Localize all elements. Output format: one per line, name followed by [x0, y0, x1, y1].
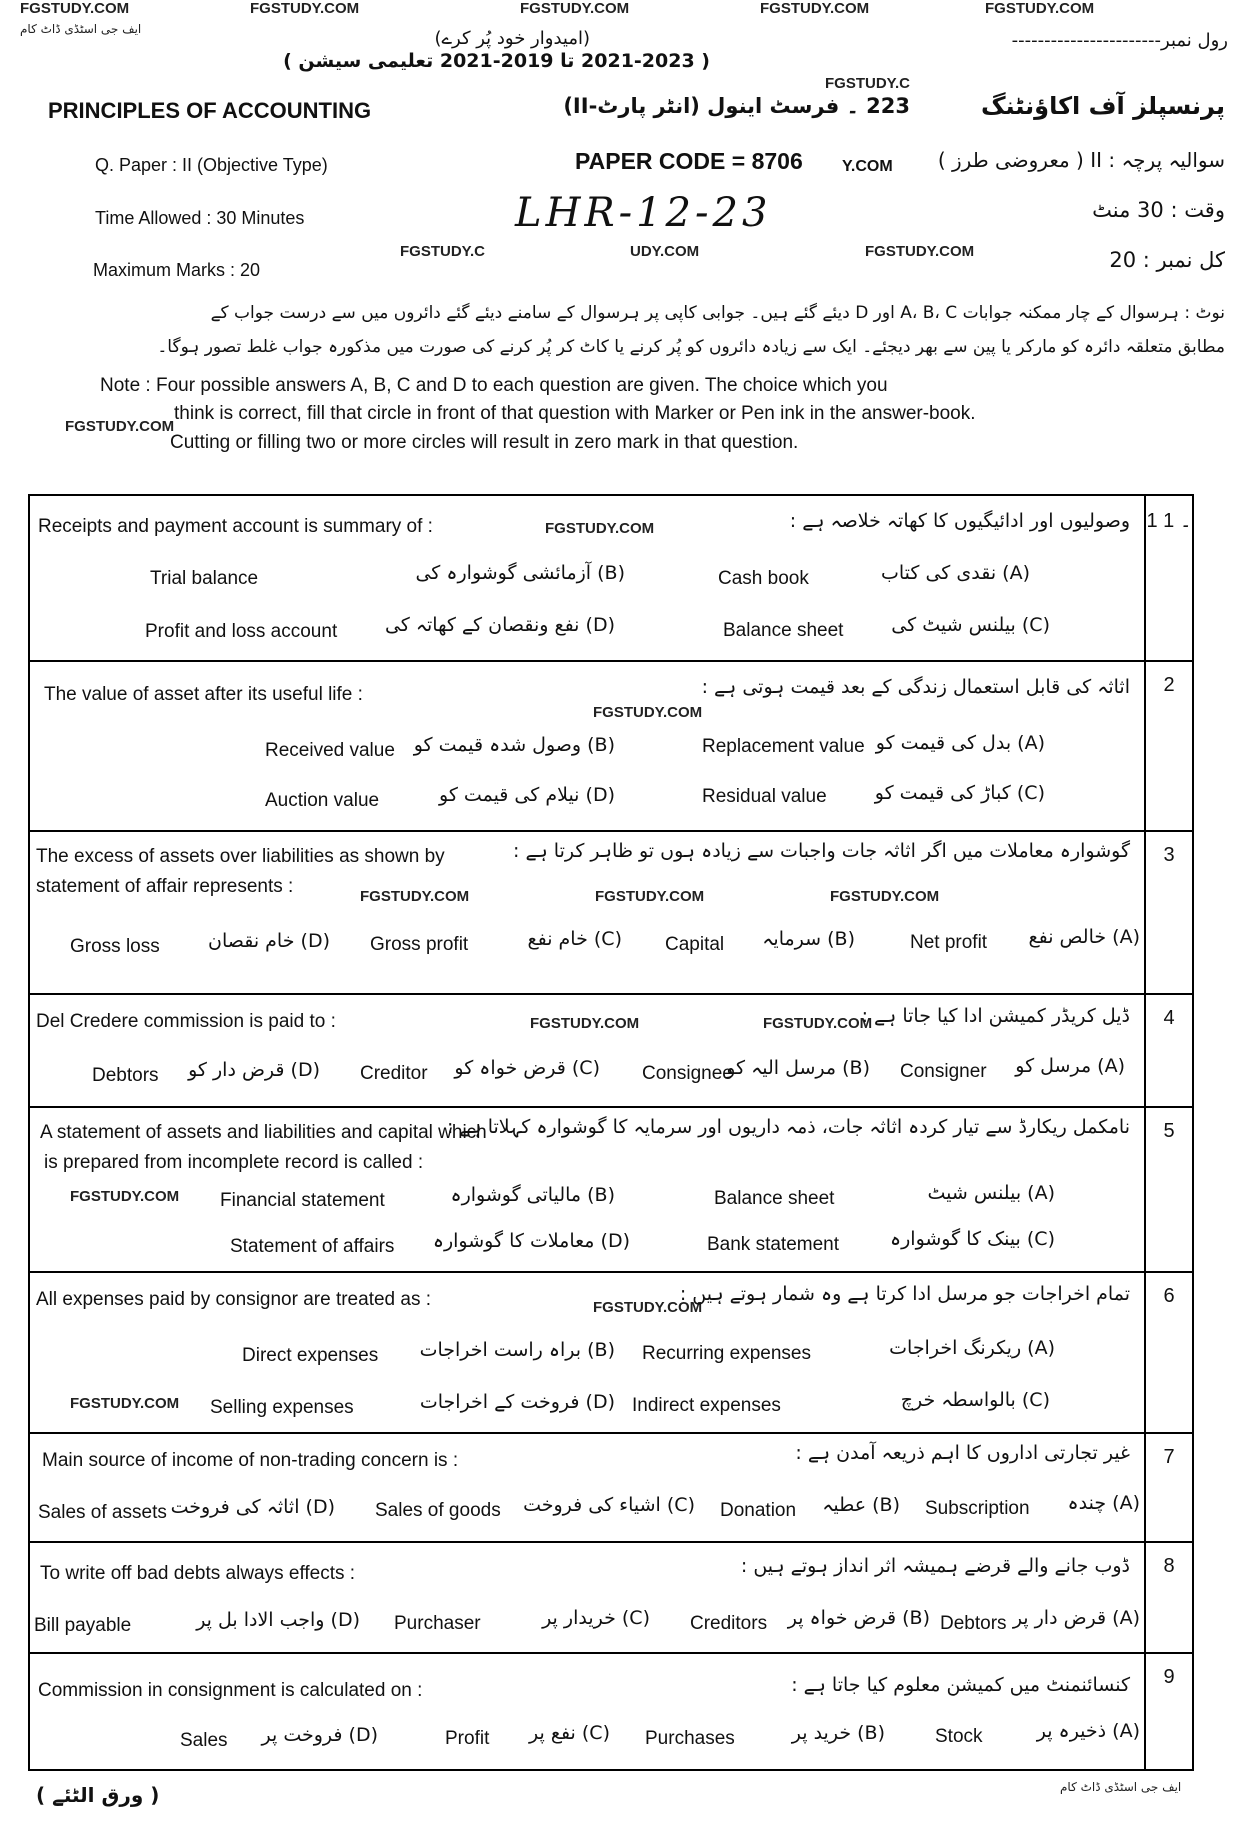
option-a-en: Balance sheet: [714, 1188, 835, 1209]
question-1: [28, 494, 1194, 662]
option-d-ur: (D) واجب الادا بل پر: [196, 1609, 360, 1631]
paper-code: PAPER CODE = 8706: [575, 148, 803, 174]
watermark-top-4: FGSTUDY.COM: [760, 0, 870, 17]
option-a-ur: (A) بدل کی قیمت کو: [875, 732, 1045, 754]
option-d-ur: (D) فروخت پر: [261, 1724, 378, 1746]
option-b-ur: (B) خرید پر: [791, 1722, 885, 1744]
watermark-hdr-3: UDY.COM: [630, 243, 700, 260]
candidate-note: (امیدوار خود پُر کرے): [434, 28, 590, 49]
option-c-en: Bank statement: [707, 1234, 840, 1255]
question-text-en: Del Credere commission is paid to :: [36, 1011, 336, 1032]
option-c-ur: (C) بالواسطہ خرچ: [900, 1389, 1050, 1411]
option-c-en: Indirect expenses: [632, 1395, 781, 1416]
watermark-urdu-footer: ایف جی اسٹڈی ڈاٹ کام: [1060, 1780, 1182, 1794]
question-9: [28, 1652, 1194, 1771]
option-a-ur: (A) ریکرنگ اخراجات: [889, 1337, 1055, 1359]
watermark: FGSTUDY.COM: [530, 1015, 640, 1032]
watermark-note: FGSTUDY.COM: [65, 418, 175, 435]
question-4: [28, 993, 1194, 1108]
watermark: FGSTUDY.COM: [595, 888, 705, 905]
question-number: 8: [1144, 1543, 1192, 1654]
option-a-ur: (A) ذخیرہ پر: [1036, 1720, 1140, 1742]
watermark: FGSTUDY.COM: [593, 1299, 703, 1316]
option-b-ur: (B) آزمائشی گوشوارہ کی: [415, 562, 625, 584]
option-d-en: Auction value: [265, 790, 380, 811]
option-a-ur: (A) خالص نفع: [1028, 926, 1140, 948]
time-allowed-en: Time Allowed : 30 Minutes: [95, 208, 305, 228]
question-6: [28, 1271, 1194, 1434]
note-en-line3: Cutting or filling two or more circles will result in zero mark in that question.: [170, 432, 799, 453]
watermark-hdr-1: FGSTUDY.C: [825, 75, 911, 92]
subject-title-en: PRINCIPLES OF ACCOUNTING: [48, 98, 372, 123]
question-2: [28, 660, 1194, 832]
watermark-ycom: Y.COM: [842, 158, 893, 175]
option-c-en: Balance sheet: [723, 620, 844, 641]
option-d-en: Sales of assets: [38, 1502, 167, 1523]
option-a-ur: (A) بیلنس شیٹ: [927, 1182, 1055, 1204]
option-a-en-capital: Capital: [665, 934, 725, 955]
question-number: 1 ۔ 1: [1144, 496, 1192, 662]
question-number: 6: [1144, 1273, 1192, 1434]
question-7: [28, 1432, 1194, 1543]
question-3: [28, 830, 1194, 995]
time-allowed-urdu: وقت : 30 منٹ: [1092, 198, 1225, 222]
option-b-ur: (B) وصول شدہ قیمت کو: [413, 734, 615, 756]
qpaper-label-urdu: سوالیہ پرچہ : II ( معروضی طرز ): [937, 148, 1225, 172]
watermark: FGSTUDY.COM: [545, 520, 655, 537]
watermark-top-3: FGSTUDY.COM: [520, 0, 630, 17]
question-text-urdu: کنسائنمنٹ میں کمیشن معلوم کیا جاتا ہے :: [791, 1674, 1130, 1696]
option-b-ur: (B) مرسل الیہ کو: [726, 1057, 870, 1079]
option-a-ur: (A) نقدی کی کتاب: [880, 562, 1030, 584]
option-b-en: Creditors: [690, 1613, 768, 1634]
question-text-en: All expenses paid by consignor are treated as :: [36, 1289, 432, 1310]
exam-title-urdu: 223 ۔ فرسٹ اینول (انٹر پارٹ-II): [563, 94, 910, 118]
subject-title-urdu: پرنسپلز آف اکاؤنٹنگ: [980, 92, 1225, 120]
watermark-top-2: FGSTUDY.COM: [250, 0, 360, 17]
option-a-en: Net profit: [910, 932, 988, 953]
option-b-en: Trial balance: [150, 568, 259, 589]
watermark: FGSTUDY.COM: [830, 888, 940, 905]
option-d-en: Statement of affairs: [230, 1236, 395, 1257]
watermark-top-5: FGSTUDY.COM: [985, 0, 1095, 17]
question-text-en: To write off bad debts always effects :: [40, 1563, 356, 1584]
note-en-line1: Note : Four possible answers A, B, C and D to each question are given. The choice which you: [100, 375, 888, 396]
option-a-ur: (A) مرسل کو: [1015, 1055, 1125, 1077]
question-text-en-line2: statement of affair represents :: [36, 876, 294, 897]
option-d-ur: (D) خام نقصان: [208, 930, 330, 952]
option-d-en: Selling expenses: [210, 1397, 354, 1418]
option-d-en: Sales: [180, 1730, 228, 1751]
question-number: 4: [1144, 995, 1192, 1108]
max-marks-en: Maximum Marks : 20: [93, 260, 261, 280]
session-range: ( 2021-2023 تا 2019-2021 تعلیمی سیشن ): [283, 50, 710, 72]
watermark: FGSTUDY.COM: [360, 888, 470, 905]
option-d-en: Gross loss: [70, 936, 160, 957]
question-8: [28, 1541, 1194, 1654]
question-text-en: A statement of assets and liabilities and capital which: [40, 1122, 487, 1143]
question-text-urdu: غیر تجارتی اداروں کا اہم ذریعہ آمدن ہے :: [795, 1442, 1130, 1464]
option-c-ur: (C) نفع پر: [529, 1722, 610, 1744]
option-b-ur: (B) سرمایہ: [762, 928, 855, 950]
option-d-ur: (D) معاملات کا گوشوارہ: [432, 1230, 630, 1252]
option-a-ur: (A) چندہ: [1067, 1492, 1140, 1514]
option-c-ur: (C) اشیاء کی فروخت: [523, 1494, 695, 1516]
option-c-en: Profit: [445, 1728, 490, 1749]
option-a-en: Stock: [935, 1726, 983, 1747]
option-d-ur: (D) قرض دار کو: [188, 1059, 320, 1081]
handwritten-code: LHR-12-23: [515, 190, 772, 236]
option-b-ur: (B) قرض خواہ پر: [787, 1607, 930, 1629]
question-number: 5: [1144, 1108, 1192, 1273]
question-text-urdu: گوشوارہ معاملات میں اگر اثاثہ جات واجبات سے زیادہ ہوں تو ظاہر کرتا ہے :: [513, 840, 1130, 862]
option-b-en: Direct expenses: [242, 1345, 379, 1366]
option-b-en: Received value: [265, 740, 395, 761]
option-a-ur: (A) قرض دار پر: [1012, 1607, 1140, 1629]
option-c-ur: (C) خریدار پر: [542, 1607, 650, 1629]
option-d-ur: (D) اثاثہ کی فروخت: [170, 1496, 335, 1518]
question-text-urdu: ڈیل کریڈر کمیشن ادا کیا جاتا ہے :: [861, 1005, 1130, 1027]
note-urdu-line2: مطابق متعلقہ دائرہ کو مارکر یا پین سے بھر دیجئے۔ ایک سے زیادہ دائروں کو پُر کرنے یا کاٹ کر پُر کرنے کی صورت میں مذکورہ جواب غلط تصور ہوگا۔: [157, 337, 1225, 357]
watermark-urdu-top: ایف جی اسٹڈی ڈاٹ کام: [20, 22, 142, 36]
option-c-ur: (C) بیلنس شیٹ کی: [891, 614, 1050, 636]
option-c-ur: (C) قرض خواہ کو: [454, 1057, 600, 1079]
option-b-en: Purchases: [645, 1728, 735, 1749]
option-a-en: Recurring expenses: [642, 1343, 811, 1364]
question-text-en: The value of asset after its useful life :: [44, 684, 363, 705]
option-b-ur: (B) عطیہ: [822, 1494, 900, 1516]
watermark: FGSTUDY.COM: [593, 704, 703, 721]
question-text-en: Receipts and payment account is summary of :: [38, 516, 433, 537]
question-text-urdu: نامکمل ریکارڈ سے تیار کردہ اثاثہ جات، ذمہ داریوں اور سرمایہ کا گوشوارہ کہلاتا ہے :: [446, 1116, 1130, 1138]
watermark-top-1: FGSTUDY.COM: [20, 0, 130, 17]
watermark-hdr-2: FGSTUDY.C: [400, 243, 486, 260]
option-c-en: Purchaser: [394, 1613, 481, 1634]
watermark: FGSTUDY.COM: [70, 1188, 180, 1205]
question-number: 2: [1144, 662, 1192, 832]
option-b-ur: (B) براہ راست اخراجات: [419, 1339, 615, 1361]
option-d-ur: (D) نفع ونقصان کے کھاتہ کی: [384, 614, 615, 636]
option-c-en: Sales of goods: [375, 1500, 501, 1521]
option-c-ur: (C) بینک کا گوشوارہ: [889, 1228, 1055, 1250]
watermark: FGSTUDY.COM: [70, 1395, 180, 1412]
note-urdu-line1: نوٹ : ہرسوال کے چار ممکنہ جوابات A، B، C اور D دیئے گئے ہیں۔ جوابی کاپی پر ہرسوال کے سامنے دیئے گئے دائروں میں سے درست جواب کے: [210, 303, 1225, 323]
question-text-urdu: اثاثہ کی قابل استعمال زندگی کے بعد قیمت ہوتی ہے :: [701, 676, 1130, 698]
question-number: 3: [1144, 832, 1192, 995]
question-text-en: Main source of income of non-trading concern is :: [42, 1450, 459, 1471]
option-d-ur: (D) فروخت کے اخراجات: [419, 1391, 615, 1413]
option-a-en: Consigner: [900, 1061, 987, 1082]
max-marks-urdu: کل نمبر : 20: [1109, 248, 1225, 272]
question-text-urdu: تمام اخراجات جو مرسل ادا کرتا ہے وہ شمار ہوتے ہیں :: [679, 1283, 1130, 1305]
option-c-en: Residual value: [702, 786, 827, 807]
option-d-en: Debtors: [92, 1065, 159, 1086]
watermark-hdr-4: FGSTUDY.COM: [865, 243, 975, 260]
question-text-en: Commission in consignment is calculated on :: [38, 1680, 423, 1701]
option-a-en: Replacement value: [702, 736, 865, 757]
option-a-en: Debtors: [940, 1613, 1007, 1634]
question-text-urdu: وصولیوں اور ادائیگیوں کا کھاتہ خلاصہ ہے :: [789, 510, 1130, 532]
option-a-en: Subscription: [925, 1498, 1030, 1519]
turn-over-note: ( ورق الٹئے ): [36, 1783, 160, 1807]
option-b-ur: (B) مالیاتی گوشوارہ: [450, 1184, 615, 1206]
qpaper-label-en: Q. Paper : II (Objective Type): [95, 155, 328, 175]
option-c-ur: (C) کباڑ کی قیمت کو: [874, 782, 1045, 804]
roll-number-label: رول نمبر-----------------------: [1011, 30, 1228, 51]
option-d-en: Profit and loss account: [145, 621, 338, 642]
option-c-ur: (C) خام نفع: [527, 928, 622, 950]
question-text-urdu: ڈوب جانے والے قرضے ہمیشہ اثر انداز ہوتے ہیں :: [740, 1555, 1130, 1577]
question-number: 9: [1144, 1654, 1192, 1769]
question-number: 7: [1144, 1434, 1192, 1543]
watermark: FGSTUDY.COM: [763, 1015, 873, 1032]
option-b-en: Donation: [720, 1500, 797, 1521]
note-en-line2: think is correct, fill that circle in front of that question with Marker or Pen ink in the answer-book.: [174, 403, 976, 424]
option-c-en: Creditor: [360, 1063, 428, 1084]
option-a-en: Cash book: [718, 568, 809, 589]
option-d-ur: (D) نیلام کی قیمت کو: [439, 784, 615, 806]
option-d-en: Bill payable: [34, 1615, 132, 1636]
option-b-en: Consignee: [642, 1063, 733, 1084]
question-text-en: The excess of assets over liabilities as shown by: [36, 846, 445, 867]
question-text-en-line2: is prepared from incomplete record is called :: [44, 1152, 424, 1173]
option-b-en: Financial statement: [220, 1190, 385, 1211]
option-c-en: Gross profit: [370, 934, 469, 955]
question-5: [28, 1106, 1194, 1273]
